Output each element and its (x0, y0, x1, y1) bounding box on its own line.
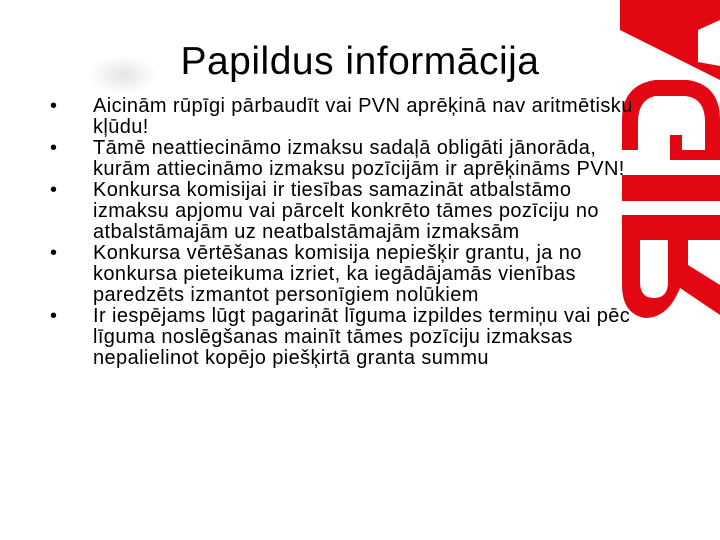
bullet-text: Aicinām rūpīgi pārbaudīt vai PVN aprēķinā nav aritmētisku kļūdu! (93, 95, 633, 138)
bullet-text: Tāmē neattiecināmo izmaksu sadaļā obligāti jānorāda, kurām attiecināmo izmaksu pozīcijām ir aprēķināms PVN! (93, 137, 625, 180)
slide-title: Papildus informācija (180, 40, 540, 83)
bullet-text: Ir iespējams lūgt pagarināt līguma izpildes termiņu vai pēc līguma noslēgšanas mainīt tāmes pozīciju izmaksas nepalielinot kopējo piešķirtā granta summu (93, 305, 631, 369)
bullet-text: Konkursa vērtēšanas komisija nepiešķir grantu, ja no konkursa pieteikuma izriet, ka iegādājamās vienības paredzēts izmantot personīgiem nolūkiem (93, 242, 582, 306)
bullet-dot: • (50, 137, 58, 159)
bullet-dot: • (50, 242, 58, 264)
bullet-text: Konkursa komisijai ir tiesības samazināt atbalstāmo izmaksu apjomu vai pārcelt konkrēto tāmes pozīciju no atbalstāmajām uz neatbalstāmajām izmaksām (93, 179, 599, 243)
bullet-item (50, 243, 640, 306)
bullet-item (50, 96, 640, 138)
bullet-item (50, 306, 640, 369)
bullet-dot: • (50, 179, 58, 201)
bullet-dot: • (50, 95, 58, 117)
bullet-item (50, 138, 640, 180)
bullet-dot: • (50, 305, 58, 327)
bullet-list (50, 96, 640, 369)
bullet-item (50, 180, 640, 243)
